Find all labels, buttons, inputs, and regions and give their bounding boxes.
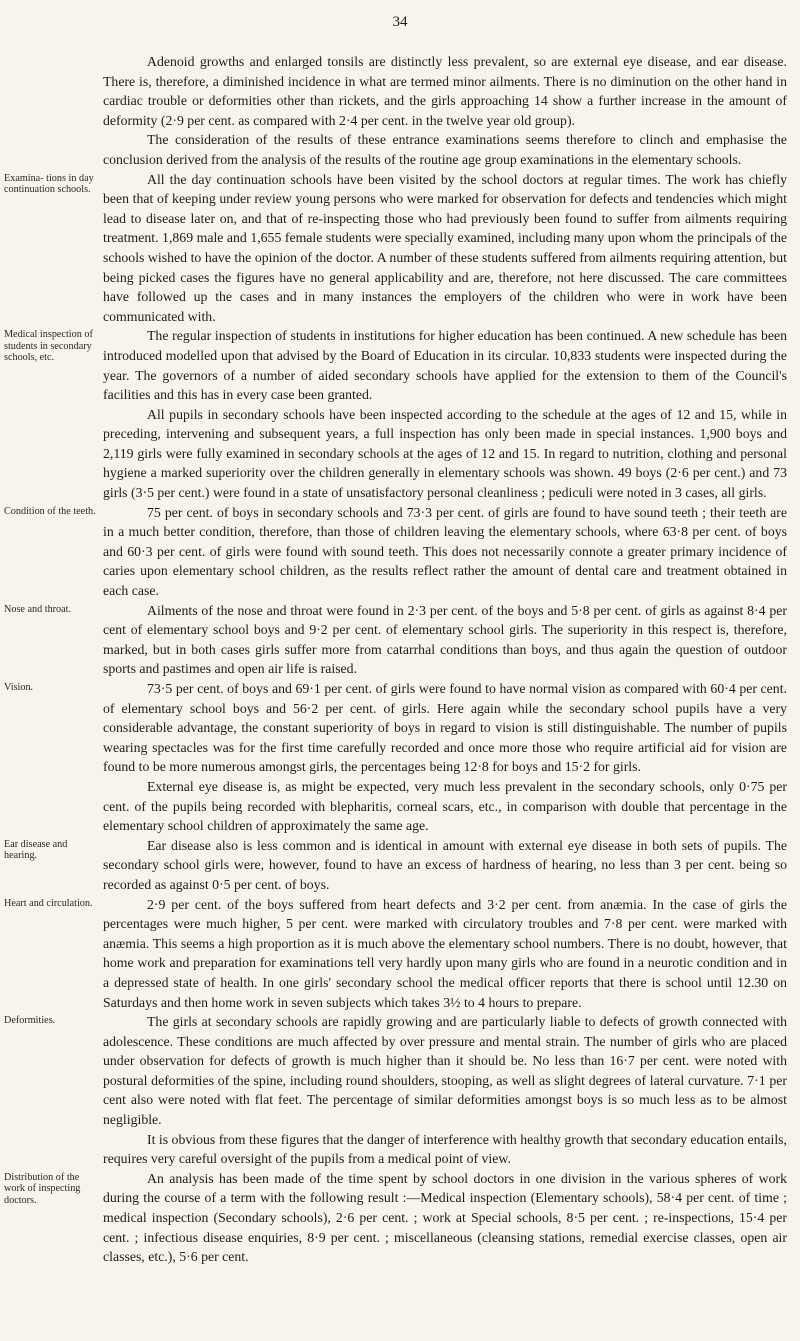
paragraph: The consideration of the results of these entrance examinations seems therefore to clinch and emphasise the conclusion derived from the analysis of the results of the routine age group examinations in the elementary schools. [103,132,787,167]
section-vision [0,679,800,836]
section-teeth [0,503,800,601]
section-day-continuation-schools [0,170,800,327]
paragraph: 2·9 per cent. of the boys suffered from heart defects and 3·2 per cent. from anæmia. In the case of girls the percentages were much higher, 5 per cent. were marked with circulatory troubles and 7·8 per cent. were marked with anæmia. This seems a high proportion as it is much above the elementary school numbers. There is no doubt, however, that home work and preparation for examinations tell very hardly upon many girls who are found in a neurotic condition and in a depressed state of health. In one girls' secondary school the medical officer reports that there is school until 12.30 on Saturdays and then home work in seven subjects which takes 3½ to 4 hours to prepare. [103,896,787,1010]
page-number: 34 [392,14,408,30]
section-secondary-schools [0,326,800,502]
paragraph: The girls at secondary schools are rapidly growing and are particularly liable to defects of growth connected with adolescence. These conditions are much affected by over pressure and mental strain. The number of girls who are placed under observation for defects of growth is much higher than it should be. No less than 16·7 per cent. were noted with postural deformities of the spine, including round shoulders, stooping, as well as slight degrees of lateral curvature. 7·1 per cent also were noted with flat feet. The percentage of similar deformities amongst boys is so much less as to be almost negligible. [103,1014,787,1128]
paragraph: An analysis has been made of the time spent by school doctors in one division in the various spheres of work during the course of a term with the following result :—Medical inspection (Elementary schools), 58·4 per cent. of time ; medical inspection (Secondary schools), 2·6 per cent. ; work at Special schools, 8·5 per cent. ; re-inspections, 15·4 per cent. ; infectious disease enquiries, 8·9 per cent. ; miscellaneous (cleansing stations, remedial exercise classes, open air classes, etc.), 5·6 per cent. [103,1170,787,1265]
document-body [0,52,800,1267]
paragraph: All pupils in secondary schools have been inspected according to the schedule at the ages of 12 and 15, while in preceding, intervening and subsequent years, a full inspection has only been made in special instances. 1,900 boys and 2,119 girls were fully examined in secondary schools at the ages of 12 and 15. In regard to nutrition, clothing and personal hygiene a marked superiority over the children generally in elementary schools was shown. 49 boys (2·6 per cent.) and 73 girls (3·5 per cent.) were found in a state of unsatisfactory personal cleanliness ; pediculi were noted in 3 cases, all girls. [103,406,787,501]
paragraph: Ear disease also is less common and is identical in amount with external eye disease in both sets of pupils. The secondary school girls were, however, found to have an excess of hardness of hearing, no less than 3 per cent. being so recorded as against 0·5 per cent. of boys. [103,837,787,892]
paragraph: Ailments of the nose and throat were found in 2·3 per cent. of the boys and 5·8 per cent. of girls as against 8·4 per cent of elementary school boys and 9·2 per cent. of elementary school girls. The superiority in this respect is, therefore, marked, but in both cases girls suffer more from catarrhal conditions than boys, and thus again the question of outdoor sports and pastimes and open air life is raised. [103,602,787,677]
margin-note: Examina- tions in day continuation schools. [4,172,94,196]
margin-note: Distribution of the work of inspecting doctors. [4,1171,81,1206]
paragraph: It is obvious from these figures that the danger of interference with healthy growth that secondary education entails, requires very careful oversight of the pupils from a medical point of view. [103,1131,787,1167]
paragraph: 73·5 per cent. of boys and 69·1 per cent. of girls were found to have normal vision as compared with 60·4 per cent. of elementary school boys and 56·2 per cent. of girls. Here again while the secondary school pupils have a very considerable advantage, the constant superiority of boys in regard to vision is still distinguishable. The number of pupils wearing spectacles was for the first time carefully recorded and once more those who require artificial aid for vision are found to be more numerous amongst girls, the percentages being 12·8 for boys and 15·2 for girls. [103,681,787,775]
section-distribution-of-work [0,1169,800,1267]
paragraph: All the day continuation schools have been visited by the school doctors at regular times. The work has chiefly been that of keeping under review young persons who were marked for observation for defects and tendencies which might lead to disease later on, and that of re-inspecting those who had previously been found to suffer from ailments requiring treatment. 1,869 male and 1,655 female students were specially examined, including many upon whom the principals of the schools wished to have the opinion of the doctor. A number of these students suffered from ailments requiring attention, but being picked cases the figures have no general applicability and are, therefore, not here discussed. The care committees have followed up the cases and in many instances the employers of the children who were in work have been communicated with. [103,171,787,324]
margin-note: Condition of the teeth. [4,505,96,517]
paragraph: The regular inspection of students in institutions for higher education has been continued. A new schedule has been introduced modelled upon that advised by the Board of Education in its circular. 10,833 students were inspected during the year. The governors of a number of aided secondary schools have applied for the extension to them of the Council's facilities and this has in every case been granted. [103,328,787,403]
margin-note: Deformities. [4,1015,56,1027]
margin-note: Heart and circulation. [4,897,93,909]
paragraph: Adenoid growths and enlarged tonsils are distinctly less prevalent, so are external eye disease, and ear disease. There is, therefore, a diminished incidence in what are termed minor ailments. There is no diminution on the other hand in cardiac trouble or deformities other than rickets, and the girls approaching 14 show a further increase in the amount of deformity (2·9 per cent. as compared with 2·4 per cent. in the twelve year old group). [103,54,787,128]
paragraph: 75 per cent. of boys in secondary schools and 73·3 per cent. of girls are found to have sound teeth ; their teeth are in a much better condition, therefore, than those of children leaving the elementary schools, where 63·8 per cent. of boys and 60·3 per cent. of girls were found with sound teeth. This does not necessarily connote a greater primary incidence of caries upon elementary school children, as the results reflect rather the amount of dental care and treatment obtained in each case. [103,504,787,599]
margin-note: Ear disease and hearing. [4,838,68,862]
margin-note: Vision. [4,682,34,693]
section-heart-circulation [0,895,800,1013]
margin-note: Nose and throat. [4,603,72,615]
section-intro [0,52,800,170]
section-deformities [0,1012,800,1169]
margin-note: Medical inspection of students in secondary schools, etc. [4,329,93,364]
section-nose-throat [0,601,800,679]
paragraph: External eye disease is, as might be expected, very much less prevalent in the secondary schools, only 0·75 per cent. of the pupils being recorded with blepharitis, corneal scars, etc., in comparison with double that percentage in the elementary school children of approximately the same age. [103,778,787,834]
section-ear-hearing [0,836,800,895]
